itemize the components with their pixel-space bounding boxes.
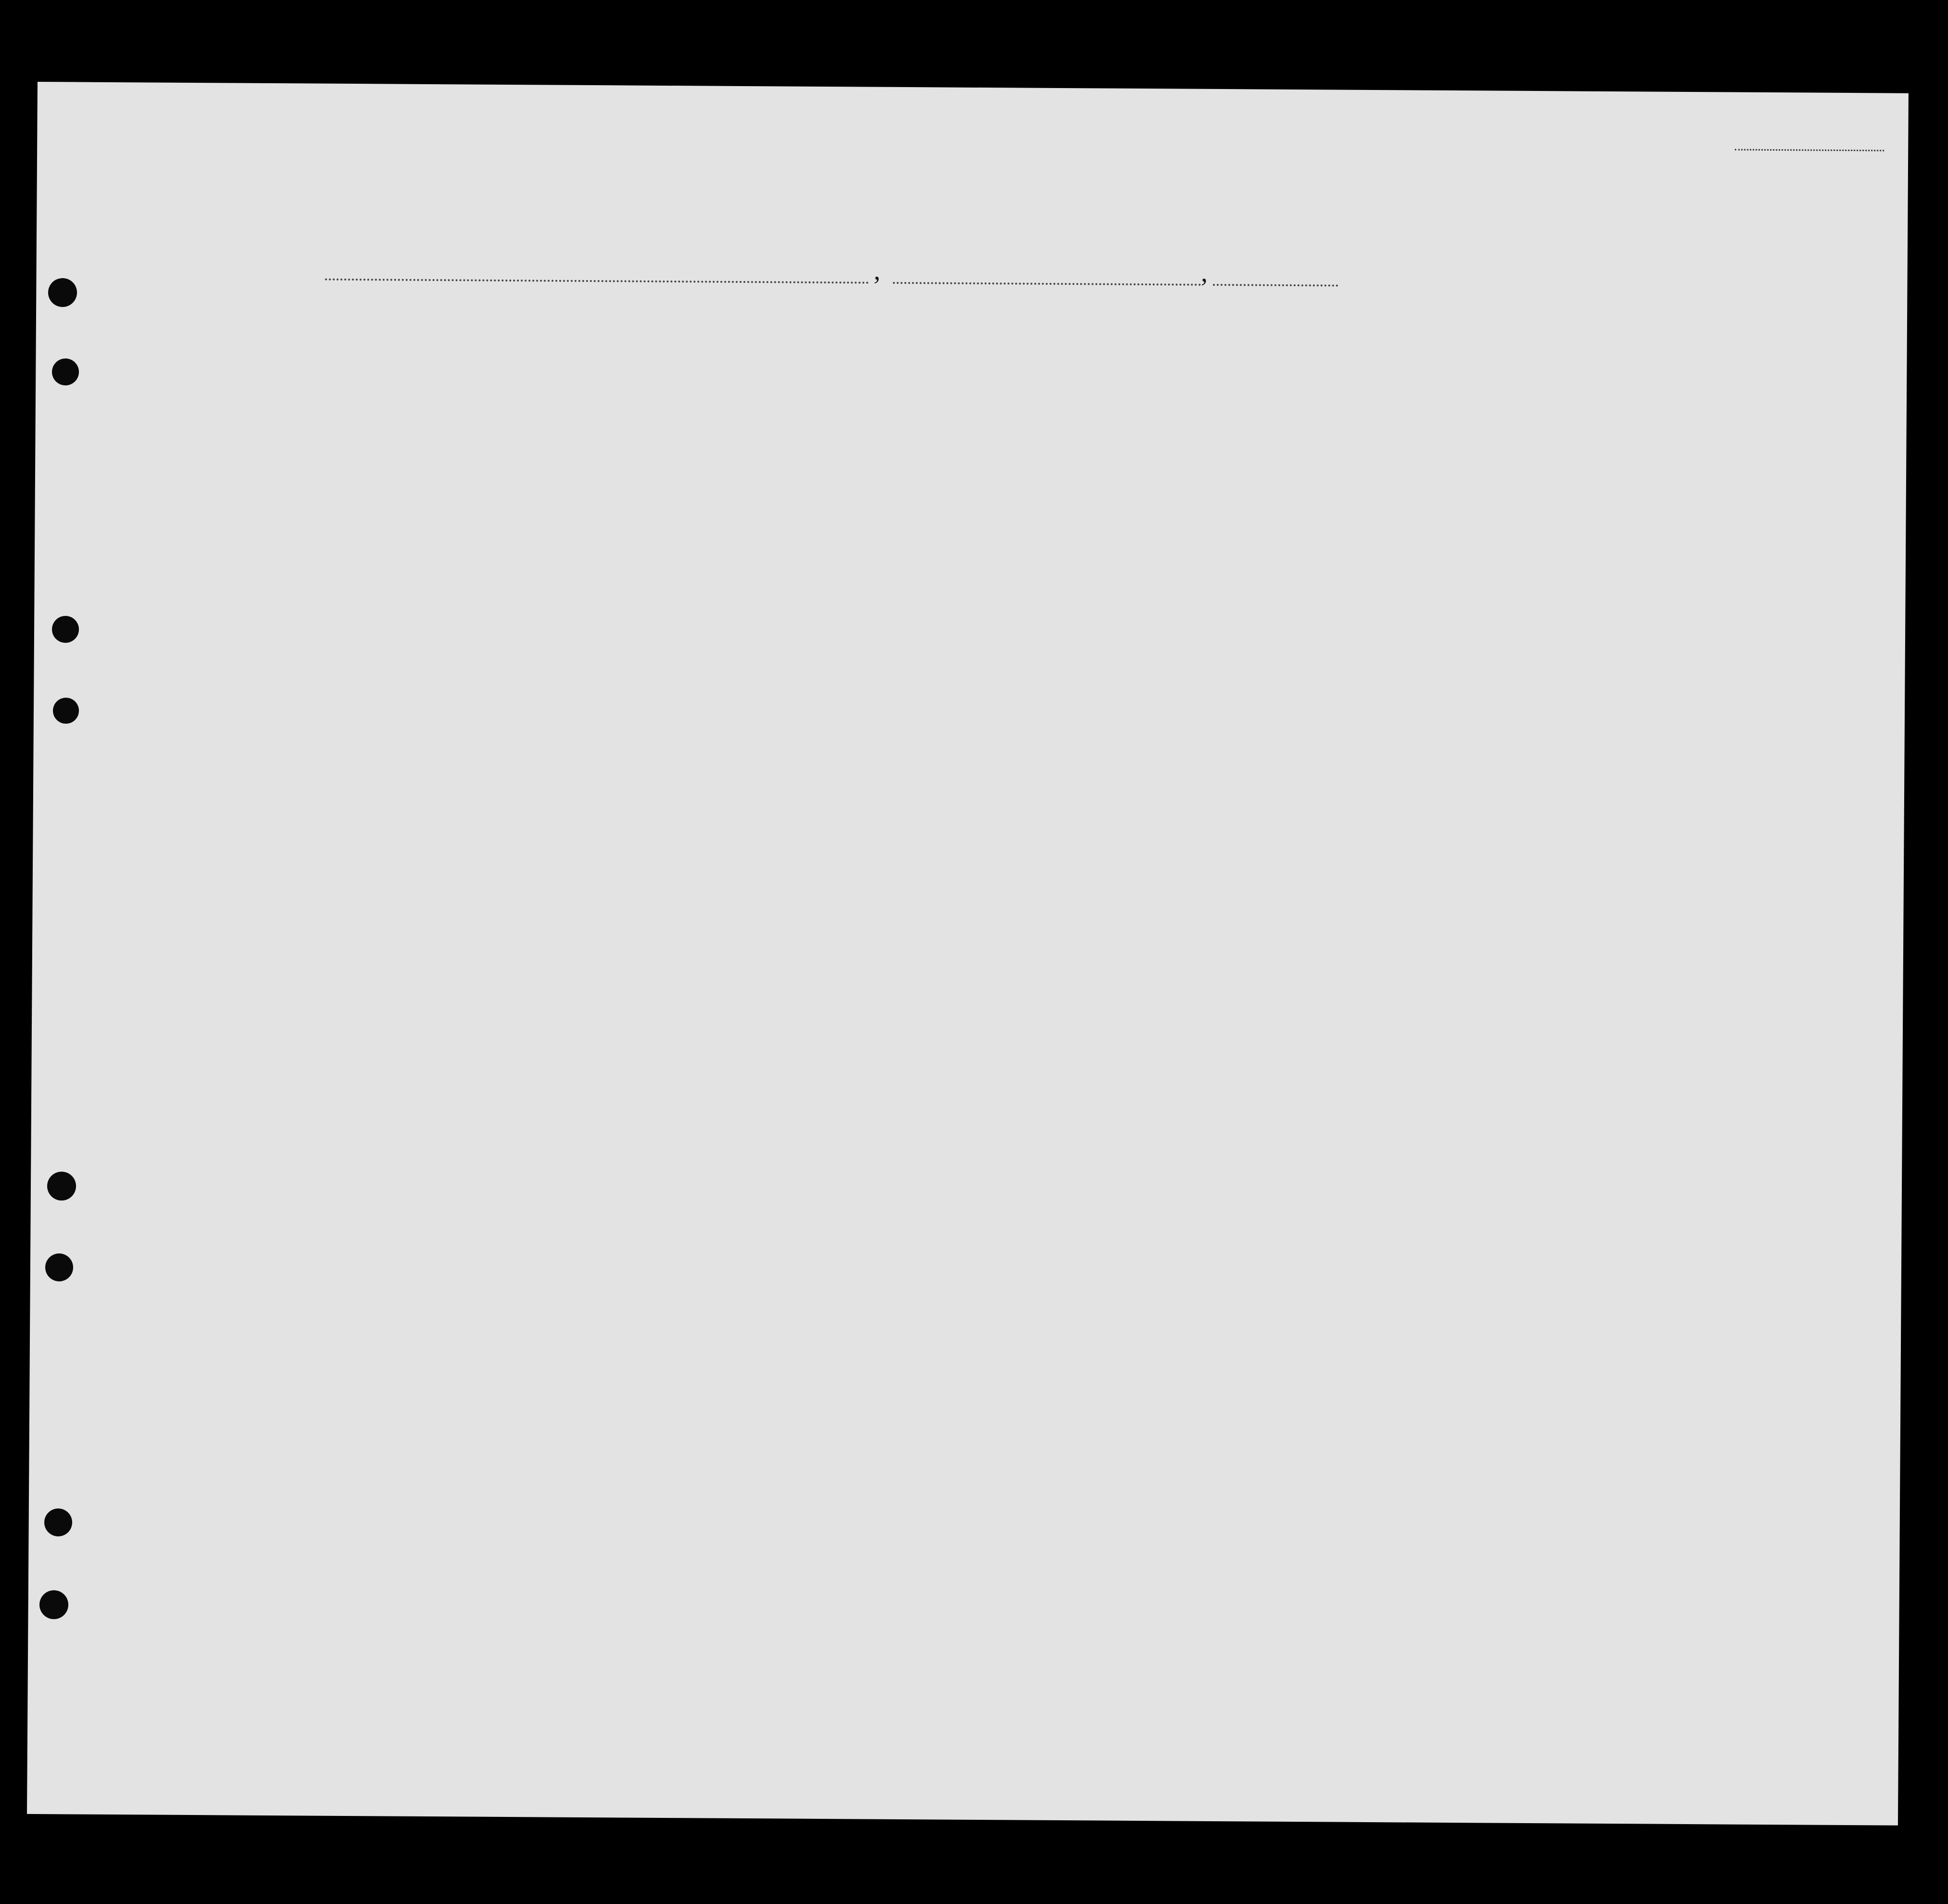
comma-2: ,	[1201, 257, 1208, 288]
hdr-anarchist	[1312, 330, 1336, 455]
hdr-feet	[1594, 414, 1614, 457]
hdr-citizen	[1217, 344, 1246, 455]
binder-hole	[47, 1172, 76, 1201]
binder-hole	[53, 698, 79, 724]
binder-hole	[39, 1590, 68, 1619]
hdr-money	[693, 331, 718, 451]
hdr-inches	[1617, 414, 1637, 457]
manifest-sheet	[27, 82, 1909, 1826]
hdr-labor-offer	[1392, 331, 1432, 456]
hdr-overthrow	[1339, 331, 1390, 456]
hdr-return-intent	[1109, 344, 1139, 454]
hdr-deported	[1433, 331, 1476, 457]
binder-hole	[52, 616, 79, 643]
hdr-length-stay	[1156, 344, 1186, 454]
hdr-prison	[1248, 330, 1282, 455]
hdr-ticket	[568, 335, 592, 451]
binder-hole	[48, 278, 77, 307]
hdr-polygamist	[1285, 330, 1307, 455]
manifest-grid	[27, 82, 1909, 1826]
binder-hole	[45, 1253, 73, 1281]
binder-hole	[52, 358, 79, 385]
binder-hole	[44, 1508, 72, 1536]
comma-1: ,	[873, 256, 881, 286]
